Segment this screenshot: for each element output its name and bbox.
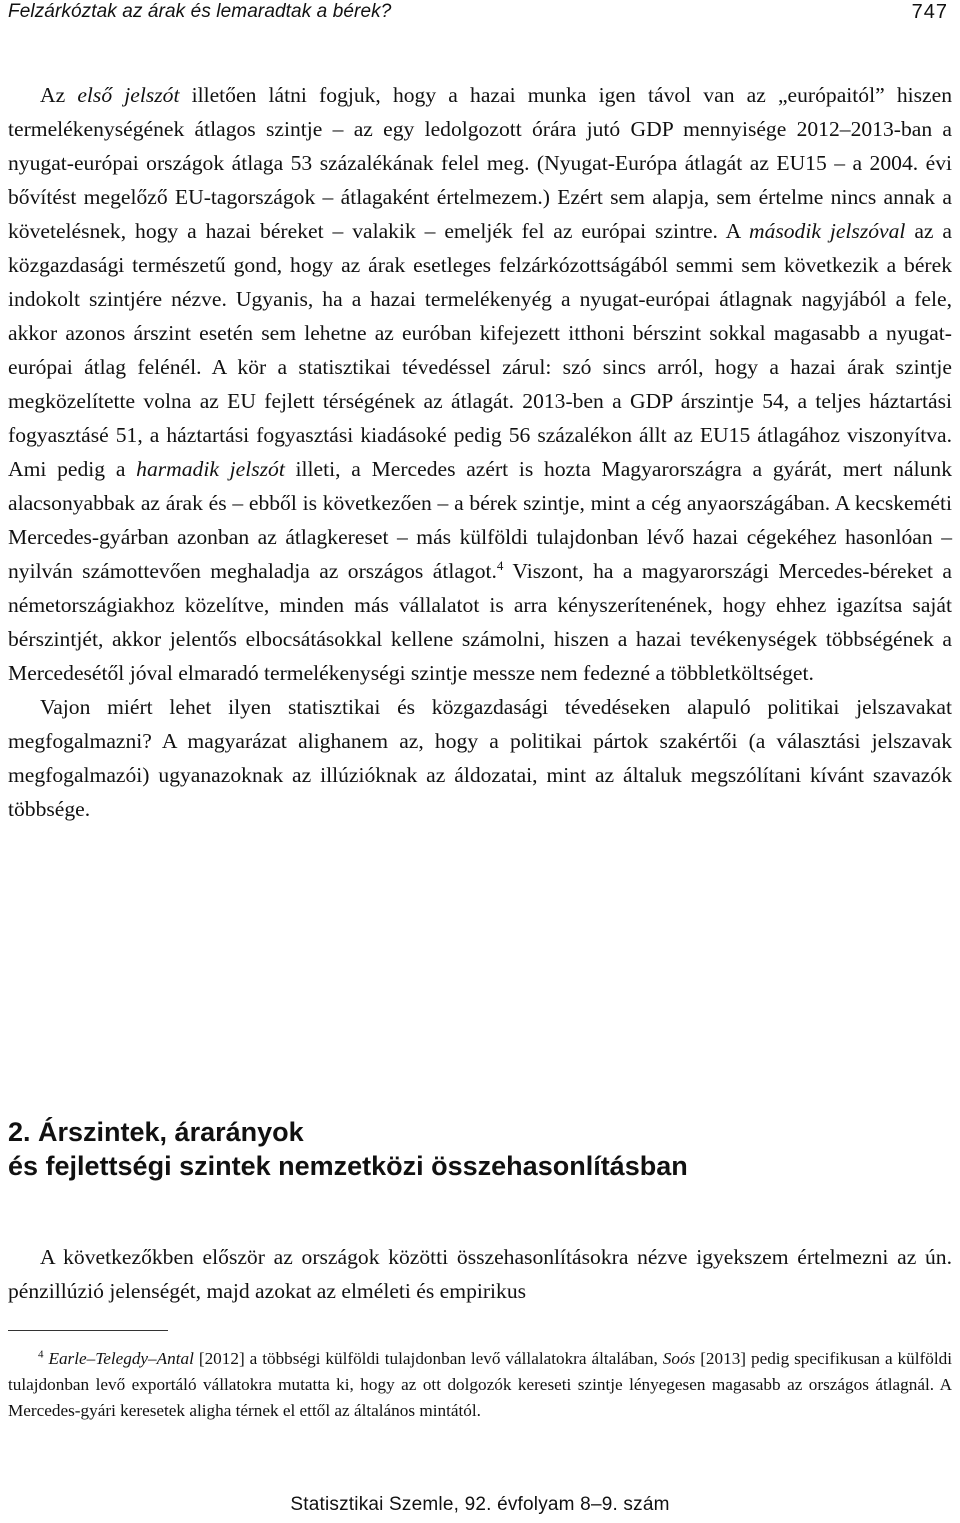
running-header — [8, 0, 948, 24]
footnote-author-2: Soós — [662, 1349, 696, 1368]
section-body-text — [8, 1240, 952, 1308]
section-heading — [8, 1115, 952, 1183]
paragraph-penzillúzió: A következőkben először az országok közötti összehasonlításokra nézve igyekszem értelmezni az ún. pénzillúzió jelenségét, majd azokat az elméleti és empirikus — [8, 1245, 952, 1303]
section-heading-line-1: 2. Árszintek, árarányok — [8, 1117, 304, 1147]
paragraph-magyarazat: Vajon miért lehet ilyen statisztikai és közgazdasági tévedéseken alapuló politikai jelszavakat megfogalmazni? A magyarázat alighanem az, hogy a politikai pártok szakértői (a választási jelszavak megfogalmazói) ugyanazoknak az illúzióknak az áldozatai, mint az általuk megszólítani kívánt szavazók többsége. — [8, 695, 952, 821]
footnote-author-1: Earle–Telegdy–Antal — [48, 1349, 194, 1368]
emphasis-third-slogan: harmadik jelszót — [136, 457, 285, 481]
footnote-number: 4 — [38, 1348, 44, 1361]
paragraph-jelszavak: Az első jelszót illetően látni fogjuk, hogy a hazai munka igen távol van az „európaitól” hiszen termelékenységének átlagos szintje – az egy ledolgozott órára jutó GDP mennyisége 2012–2013-ban a nyugat-európai országok átlaga 53 százalékának felel meg. (Nyugat-Európa átlagát az EU15 – a 2004. évi bővítést megelőző EU-tagországok – átlagaként értelmezem.) Ezért sem alapja, sem értelme nincs annak a követelésnek, hogy a hazai béreket – valakik – emeljék fel az európai szintre. A második jelszóval az a közgazdasági természetű gond, hogy az árak esetleges felzárkózottságából semmi sem következik a bérek indokolt szintjére nézve. Ugyanis, ha a hazai termelékenyég a nyugat-európai átlagnak nagyjából a fele, akkor azonos árszint esetén sem lehetne az euróban kifejezett itthoni bérszint sokkal magasabb a nyugat-európai átlag felénél. A kör a statisztikai tévedéssel zárul: szó sincs arról, hogy a hazai árak szintje megközelítette volna az EU fejlett térségének az átlagát. 2013-ben a GDP árszintje 54, a teljes háztartási fogyasztásé 51, a háztartási fogyasztási kiadásoké pedig 56 százalékon állt az EU15 átlagához viszonyítva. Ami pedig a harmadik jelszót illeti, a Mercedes azért is hozta Magyarországra a gyárát, mert nálunk alacsonyabbak az árak és – ebből is következően – a bérek szintje, mint a cég anyaországában. A kecskeméti Mercedes-gyárban azonban az átlagkereset – más külföldi tulajdonban lévő hazai cégekéhez hasonlóan – nyilván számottevően meghaladja az országos átlagot.$^4$ Viszont, ha a magyarországi Mercedes-béreket a németországiakhoz közelítve, minden más vállalatot is arra kényszerítenének, hogy ehhez igazítsa saját bérszintjét, akkor jelentős elbocsátásokkal kellene számolni, hiszen a hazai tevékenységek többségének a Mercedesétől jóval elmaradó termelékenységi szintje messze nem fedezné a többletköltséget. — [8, 83, 952, 685]
footnote-reference[interactable]: 4 — [496, 557, 504, 573]
page-number: 747 — [911, 0, 948, 23]
running-footer: Statisztikai Szemle, 92. évfolyam 8–9. szám — [290, 1494, 670, 1515]
emphasis-second-slogan: második jelszóval — [748, 219, 906, 243]
emphasis-first-slogan: első jelszót — [77, 83, 180, 107]
running-header-title: Felzárkóztak az árak és lemaradtak a bérek? — [8, 1, 392, 22]
section-heading-line-2: és fejlettségi szintek nemzetközi összehasonlításban — [8, 1151, 688, 1181]
footnote-divider — [8, 1330, 168, 1331]
body-text-block — [8, 78, 952, 826]
footnote: $^4$ Earle–Telegdy–Antal [2012] a többségi külföldi tulajdonban levő vállalatokra általában, Soós [2013] pedig specifikusan a külföldi tulajdonban levő exportáló vállatokra mutatta ki, hogy az ott dolgozók kereseti szintje lényegesen magasabb az országos átlagnál. A Mercedes-gyári keresetek aligha térnek el ettől az általános mintától. — [8, 1348, 952, 1420]
